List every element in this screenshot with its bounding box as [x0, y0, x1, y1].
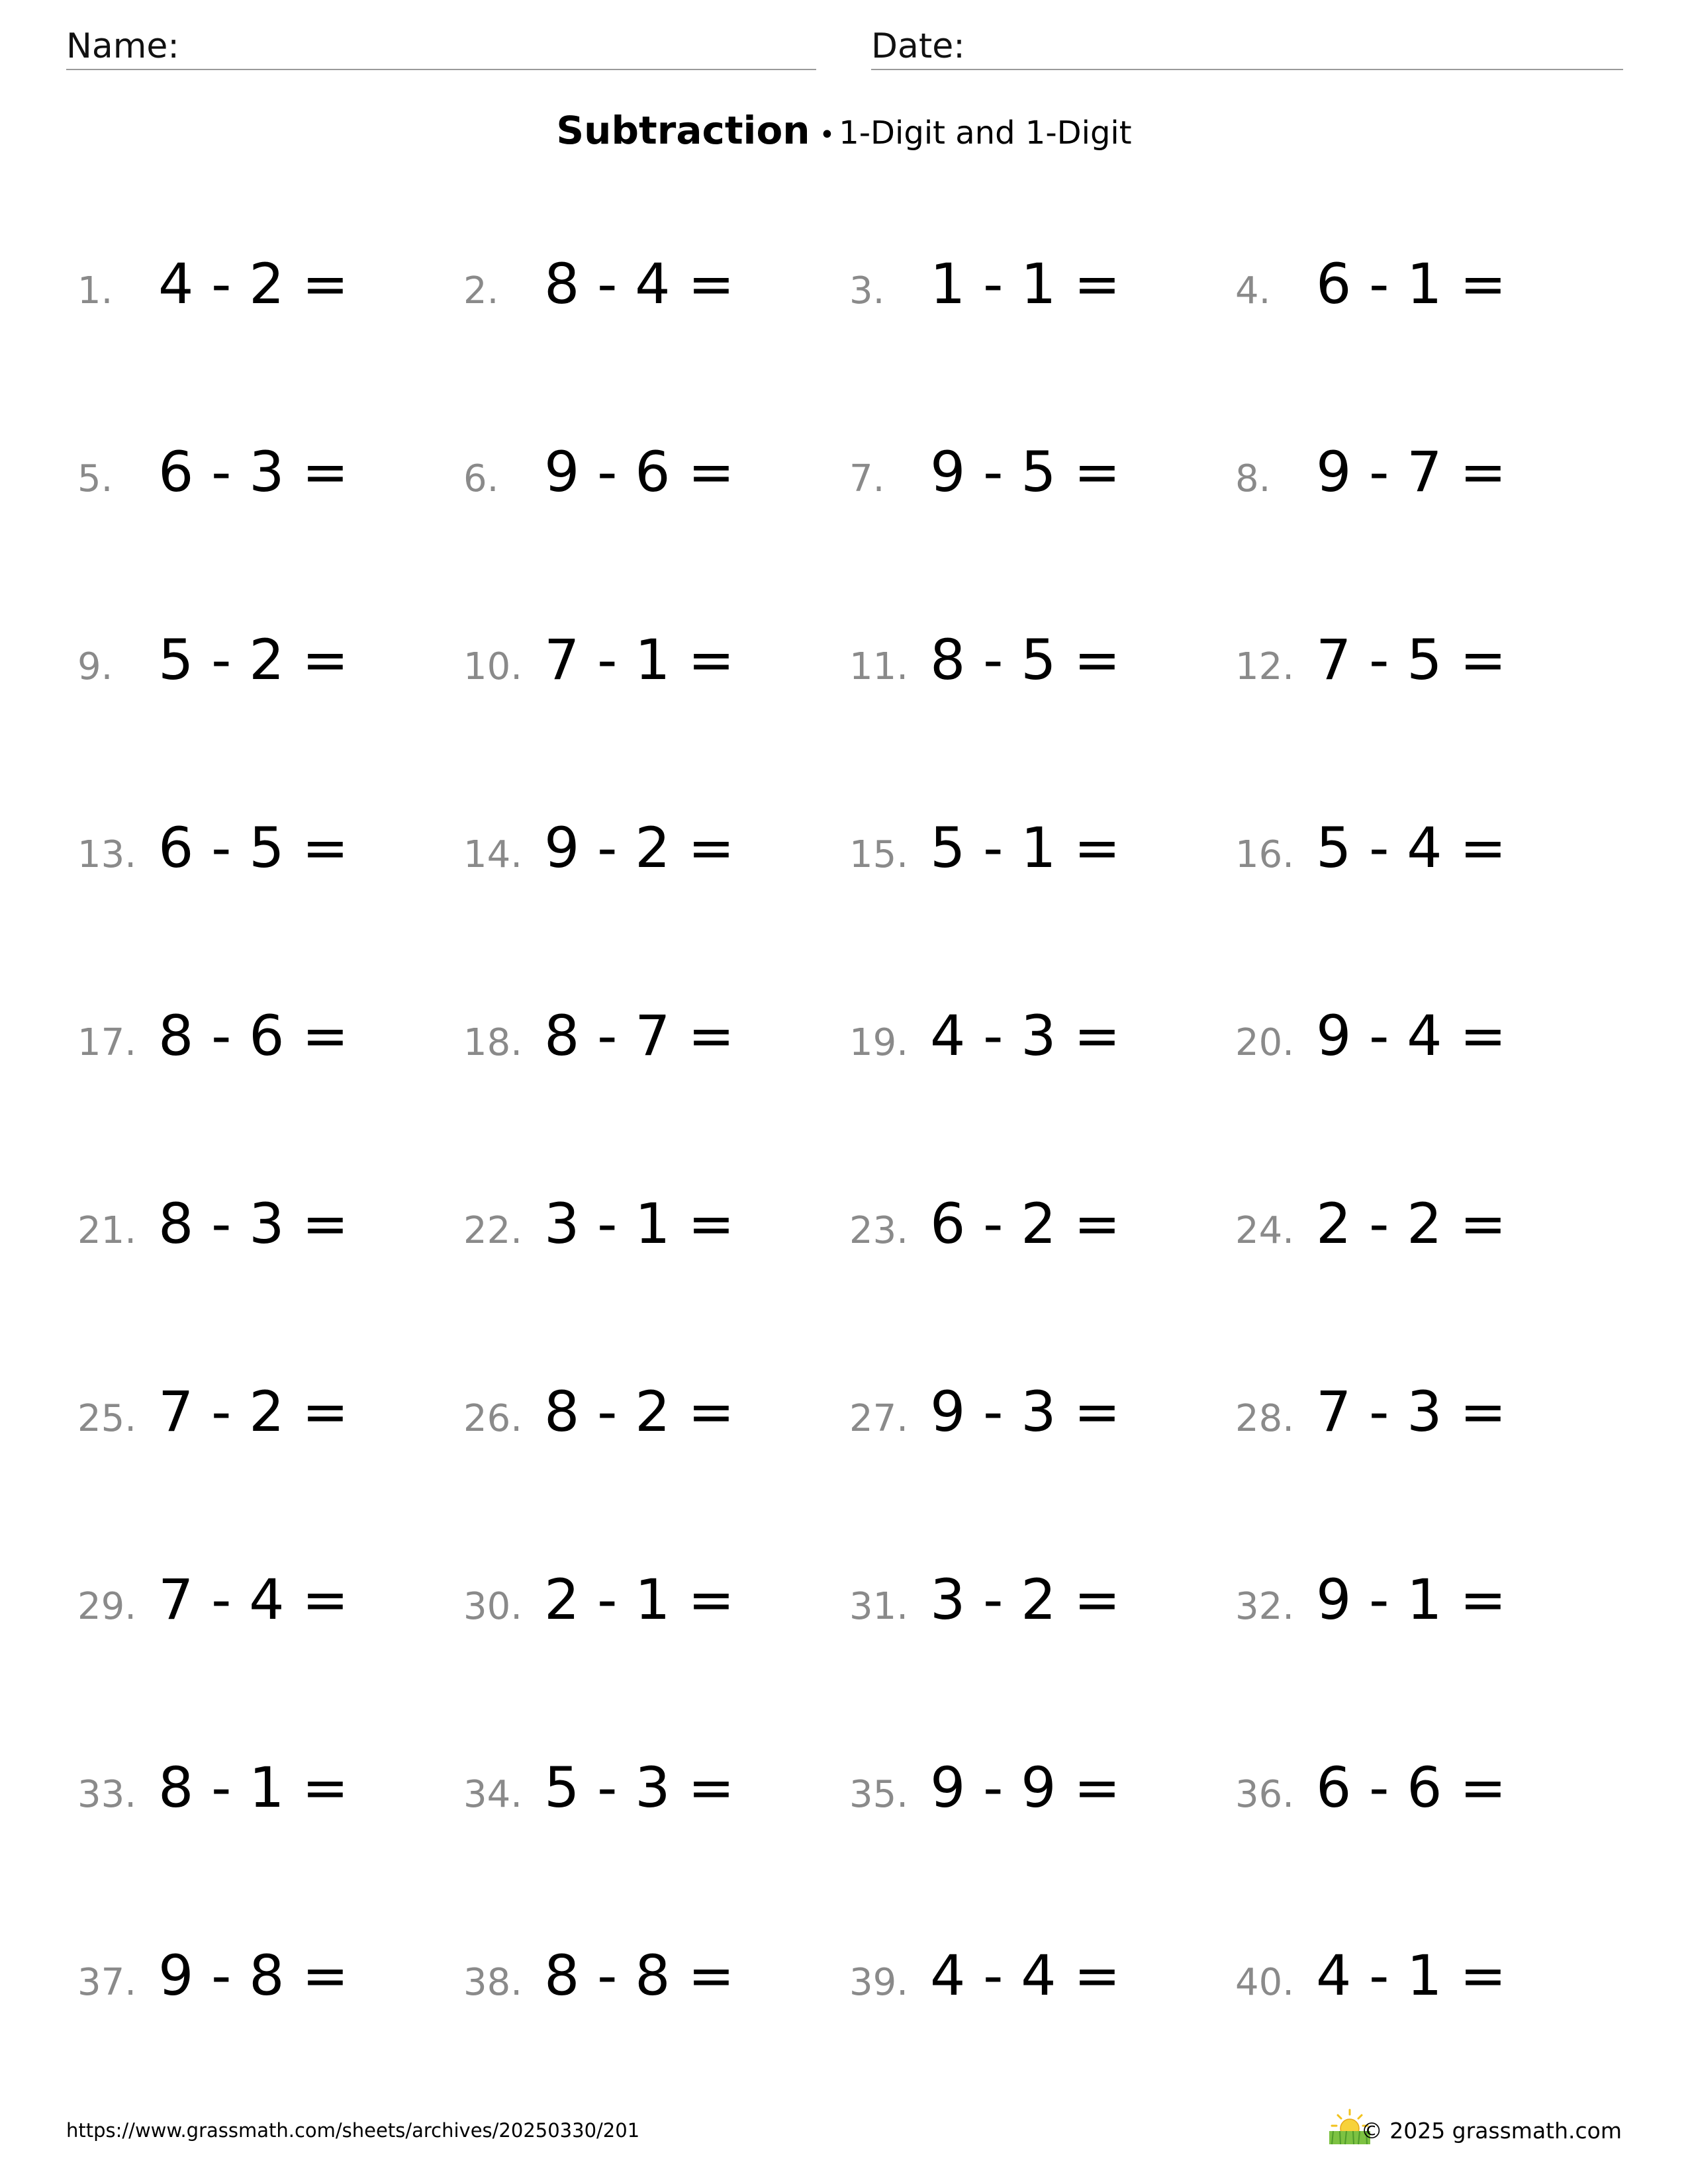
- problem-expression: 7 - 2 =: [158, 1379, 349, 1444]
- problem-number: 2.: [463, 269, 499, 312]
- problem-expression: 5 - 3 =: [544, 1755, 735, 1820]
- problem-expression: 6 - 6 =: [1316, 1755, 1507, 1820]
- problem-number: 30.: [463, 1585, 523, 1628]
- problem-expression: 8 - 6 =: [158, 1003, 349, 1068]
- problem-expression: 5 - 4 =: [1316, 815, 1507, 880]
- name-label: Name:: [66, 26, 179, 66]
- problem-number: 24.: [1235, 1209, 1295, 1252]
- problem-number: 37.: [77, 1961, 137, 2004]
- problem-item: [849, 1185, 1220, 1264]
- footer-copyright: © 2025 grassmath.com: [1360, 2118, 1622, 2144]
- problem-number: 7.: [849, 457, 885, 500]
- problem-item: [463, 1749, 834, 1828]
- problem-expression: 6 - 5 =: [158, 815, 349, 880]
- problem-expression: 1 - 1 =: [930, 251, 1121, 316]
- problem-number: 18.: [463, 1021, 523, 1064]
- problem-expression: 9 - 3 =: [930, 1379, 1121, 1444]
- problem-item: [849, 245, 1220, 324]
- problem-number: 3.: [849, 269, 885, 312]
- problem-number: 8.: [1235, 457, 1271, 500]
- problem-expression: 9 - 1 =: [1316, 1567, 1507, 1632]
- problem-expression: 4 - 3 =: [930, 1003, 1121, 1068]
- problem-item: [77, 997, 448, 1076]
- problem-number: 1.: [77, 269, 113, 312]
- problem-expression: 2 - 2 =: [1316, 1191, 1507, 1256]
- problem-number: 15.: [849, 833, 909, 876]
- problem-expression: 7 - 1 =: [544, 627, 735, 692]
- problem-expression: 6 - 3 =: [158, 439, 349, 504]
- problem-expression: 6 - 2 =: [930, 1191, 1121, 1256]
- problem-item: [77, 621, 448, 700]
- problem-item: [1235, 1561, 1606, 1640]
- title-subtitle: 1-Digit and 1-Digit: [839, 114, 1132, 152]
- problem-item: [1235, 1936, 1606, 2016]
- problem-number: 27.: [849, 1397, 909, 1440]
- problem-expression: 8 - 2 =: [544, 1379, 735, 1444]
- problem-expression: 8 - 5 =: [930, 627, 1121, 692]
- problem-number: 22.: [463, 1209, 523, 1252]
- problem-expression: 3 - 2 =: [930, 1567, 1121, 1632]
- problem-expression: 2 - 1 =: [544, 1567, 735, 1632]
- title-main: Subtraction: [556, 108, 810, 153]
- problem-number: 19.: [849, 1021, 909, 1064]
- problem-expression: 7 - 5 =: [1316, 627, 1507, 692]
- problem-expression: 9 - 9 =: [930, 1755, 1121, 1820]
- problem-number: 14.: [463, 833, 523, 876]
- problem-number: 32.: [1235, 1585, 1295, 1628]
- problem-expression: 6 - 1 =: [1316, 251, 1507, 316]
- problem-expression: 4 - 1 =: [1316, 1943, 1507, 2008]
- problem-expression: 7 - 3 =: [1316, 1379, 1507, 1444]
- problem-item: [77, 1373, 448, 1452]
- problem-item: [77, 245, 448, 324]
- problem-expression: 8 - 1 =: [158, 1755, 349, 1820]
- problem-item: [1235, 1185, 1606, 1264]
- problem-number: 9.: [77, 645, 113, 688]
- problem-number: 40.: [1235, 1961, 1295, 2004]
- problem-expression: 9 - 7 =: [1316, 439, 1507, 504]
- problem-expression: 8 - 8 =: [544, 1943, 735, 2008]
- problem-number: 10.: [463, 645, 523, 688]
- problem-item: [1235, 1373, 1606, 1452]
- problem-item: [463, 433, 834, 512]
- problem-number: 34.: [463, 1773, 523, 1816]
- problem-item: [463, 1561, 834, 1640]
- problem-item: [849, 1373, 1220, 1452]
- problem-item: [463, 997, 834, 1076]
- problem-item: [849, 1561, 1220, 1640]
- problem-number: 16.: [1235, 833, 1295, 876]
- problem-expression: 9 - 8 =: [158, 1943, 349, 2008]
- problem-number: 25.: [77, 1397, 137, 1440]
- problem-number: 4.: [1235, 269, 1271, 312]
- problem-item: [849, 621, 1220, 700]
- problem-item: [849, 997, 1220, 1076]
- problem-number: 12.: [1235, 645, 1295, 688]
- problem-item: [849, 1749, 1220, 1828]
- problem-item: [849, 433, 1220, 512]
- problem-number: 21.: [77, 1209, 137, 1252]
- problem-number: 23.: [849, 1209, 909, 1252]
- problem-number: 36.: [1235, 1773, 1295, 1816]
- problem-item: [77, 433, 448, 512]
- problem-expression: 9 - 5 =: [930, 439, 1121, 504]
- problem-item: [1235, 621, 1606, 700]
- problem-item: [77, 1936, 448, 2016]
- problem-number: 5.: [77, 457, 113, 500]
- problem-item: [77, 1561, 448, 1640]
- problem-expression: 4 - 2 =: [158, 251, 349, 316]
- problem-expression: 4 - 4 =: [930, 1943, 1121, 2008]
- title-bullet: •: [819, 120, 835, 150]
- problem-item: [463, 1185, 834, 1264]
- problem-number: 6.: [463, 457, 499, 500]
- problem-number: 17.: [77, 1021, 137, 1064]
- problem-number: 35.: [849, 1773, 909, 1816]
- problem-number: 39.: [849, 1961, 909, 2004]
- problem-expression: 7 - 4 =: [158, 1567, 349, 1632]
- problem-item: [77, 809, 448, 888]
- problem-expression: 8 - 4 =: [544, 251, 735, 316]
- problem-number: 28.: [1235, 1397, 1295, 1440]
- problem-item: [77, 1749, 448, 1828]
- problem-item: [849, 1936, 1220, 2016]
- problem-number: 29.: [77, 1585, 137, 1628]
- problem-item: [849, 809, 1220, 888]
- problem-number: 33.: [77, 1773, 137, 1816]
- problem-number: 20.: [1235, 1021, 1295, 1064]
- problem-item: [463, 245, 834, 324]
- footer-url: https://www.grassmath.com/sheets/archives/20250330/201: [66, 2119, 640, 2142]
- problem-item: [1235, 245, 1606, 324]
- problem-expression: 3 - 1 =: [544, 1191, 735, 1256]
- problem-expression: 8 - 7 =: [544, 1003, 735, 1068]
- problem-item: [77, 1185, 448, 1264]
- date-label: Date:: [871, 26, 965, 66]
- problem-item: [463, 1373, 834, 1452]
- problem-item: [1235, 809, 1606, 888]
- problem-item: [1235, 1749, 1606, 1828]
- problem-number: 13.: [77, 833, 137, 876]
- problem-expression: 9 - 2 =: [544, 815, 735, 880]
- problem-item: [463, 1936, 834, 2016]
- problem-item: [463, 621, 834, 700]
- problem-item: [1235, 997, 1606, 1076]
- problem-expression: 8 - 3 =: [158, 1191, 349, 1256]
- problem-number: 26.: [463, 1397, 523, 1440]
- problem-number: 31.: [849, 1585, 909, 1628]
- problem-number: 11.: [849, 645, 909, 688]
- problem-item: [1235, 433, 1606, 512]
- problem-expression: 9 - 4 =: [1316, 1003, 1507, 1068]
- problem-expression: 5 - 2 =: [158, 627, 349, 692]
- problem-expression: 5 - 1 =: [930, 815, 1121, 880]
- problem-expression: 9 - 6 =: [544, 439, 735, 504]
- problem-item: [463, 809, 834, 888]
- problem-number: 38.: [463, 1961, 523, 2004]
